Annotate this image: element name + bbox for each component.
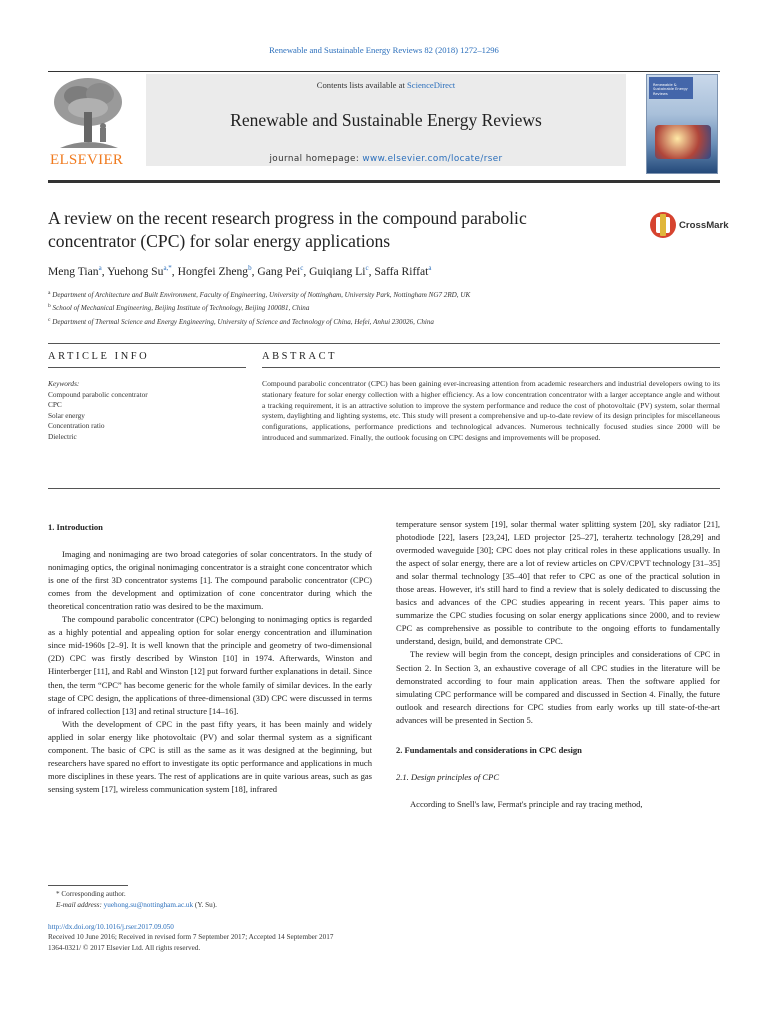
affiliation-text: Department of Thermal Science and Energy Engineering, University of Science and Technology of China, Hefei, Anhui 230026, China [52, 317, 434, 326]
divider [48, 367, 246, 368]
affiliation [48, 288, 708, 301]
section-heading: 2. Fundamentals and considerations in CPC design [396, 744, 582, 755]
contents-line [146, 80, 626, 90]
abstract-heading: ABSTRACT [262, 351, 338, 362]
publisher-name: ELSEVIER [50, 152, 124, 168]
author: Guiqiang Li [309, 265, 366, 278]
body-paragraph: The compound parabolic concentrator (CPC) belonging to nonimaging optics is regarded as a highly potential and appealing option for solar energy concentration and illumination since mid-1960s [2–9]. It is well known that the principle and geometry of two-dimensional (2D) CPC was firstly described by Winston [10] in 1974. Afterwards, Winston and Hinterberger [11], and Rabl and Winston [12] put forward further explanations in detail. Since then, the term “CPC” has become generic for the whole family of similar devices. In the early stage of CPC design, the applications of three-dimensional (3D) CPC were discussed in terms of infrared collection [13] and retinal structure [14–16]. [48, 614, 372, 716]
keyword: Solar energy [48, 410, 85, 420]
affiliation-marker: b [48, 303, 51, 310]
header-rule [48, 180, 720, 183]
author: Gang Pei [257, 265, 301, 278]
homepage-prefix: journal homepage: [269, 154, 363, 164]
divider [262, 367, 720, 368]
author-affil-link[interactable]: a [98, 264, 102, 272]
journal-cover-image[interactable] [646, 74, 718, 174]
author: Yuehong Su [107, 265, 164, 278]
author-affil-link[interactable]: b [248, 264, 252, 272]
footnote-rule [48, 885, 128, 886]
body-paragraph: The review will begin from the concept, design principles and considerations of CPC in Section 2. In Section 3, an exhaustive coverage of all CPC studies in the literature will be demonstrated according to four main application areas. Then the software applied for simulating CPC performance will be compared and discussed in Section 4. Finally, the future outlook and research directions for CPC studies from early works up till state-of-the-art advances will be presented in Section 5. [396, 649, 720, 725]
cover-artwork [655, 125, 711, 159]
divider [48, 488, 720, 489]
subsection-heading: 2.1. Design principles of CPC [396, 771, 500, 782]
author-affil-link[interactable]: a,* [163, 264, 172, 272]
email-link[interactable]: yuehong.su@nottingham.ac.uk [103, 900, 194, 909]
author: Hongfei Zheng [177, 265, 249, 278]
paper-title: A review on the recent research progress in the compound parabolic concentrator (CPC) for solar energy applications [48, 208, 527, 251]
homepage-line [146, 154, 626, 164]
doi-link[interactable]: http://dx.doi.org/10.1016/j.rser.2017.09.050 [48, 923, 174, 931]
left-column [48, 521, 372, 796]
email-suffix: (Y. Su). [193, 900, 217, 909]
author: Meng Tian [48, 265, 99, 278]
affiliation-marker: c [48, 316, 51, 323]
affiliation-text: School of Mechanical Engineering, Beijing Institute of Technology, Beijing 100081, China [52, 304, 310, 313]
author-affil-link[interactable]: c [300, 264, 304, 272]
right-column [396, 518, 720, 811]
journal-banner [146, 74, 626, 166]
keyword: CPC [48, 400, 62, 410]
crossmark-badge[interactable] [650, 212, 729, 242]
received-dates: Received 10 June 2016; Received in revised form 7 September 2017; Accepted 14 September 2017 [48, 933, 334, 942]
author-list: Meng Tian$^a$, Yuehong $Su^{a,*}$, Hongfei Zheng$^b$, Gang Pei$^c$, Guiqiang Li$^c$, Saffa Riffat$^a$ [48, 264, 432, 278]
email-note [48, 900, 448, 911]
email-label: E-mail address: [56, 900, 104, 909]
body-paragraph: temperature sensor system [19], solar thermal water splitting system [20], sky radiator [21], photodiode [22], lasers [23,24], LED projector [25–27], terahertz technology [28,29] and overmoded waveguide [30]; CPC does not play critical roles in these applications usually. In the aspect of solar energy, there are a lot of review articles on CPV/CPVT technology [31–35] and solar thermal technology [35–40] that refer to CPC as one of the practical solution in those areas. However, it's still hard to find a review that is solely dedicated to discussing the basics and advances of the CPC studies appearing in recent years. This paper aims to summarize the CPC studies focusing on solar energy applications since 2000, and to review CPC as comprehensive as possible to contribute to the ongoing efforts to fundamentally understand, design, build, and demonstrate CPC. [396, 519, 720, 647]
body-paragraph: Imaging and nonimaging are two broad categories of solar concentrators. In the study of nonimaging optics, the original nonimaging concentrator is a straight cone concentrator which is one of the first 3D concentrator systems [1]. The compound parabolic concentrator (CPC) comes from the development and optimization of cone concentrator during which the theoretical concentration ratio was desired to be the maximum. [48, 549, 372, 612]
elsevier-tree-logo [48, 72, 128, 176]
issn-copyright: 1364-0321/ © 2017 Elsevier Ltd. All rights reserved. [48, 943, 201, 952]
sciencedirect-link[interactable]: ScienceDirect [407, 80, 456, 90]
abstract-text: Compound parabolic concentrator (CPC) has been gaining ever-increasing attention from academic researchers and industrial developers owing to its stationary feature for solar energy collection with a higher efficiency. As a low concentration concentrator with a larger acceptance angle and without a tracking requirement, it is an attractive solution to improve the system performance and reduce the cost of photovoltaic (PV) system, solar thermal system, daylighting and lighting systems, etc. This study will present a comprehensive and up-to-date review of its design principles for miscellaneous configurations, applications, performance predictions and technological advances. Numerous technically focused studies since 2000 will be introduced and summarized. Finally, the outlook focusing on CPC designs and improvements will be proposed. [262, 379, 720, 442]
keywords-block [48, 379, 248, 443]
keyword: Compound parabolic concentrator [48, 389, 148, 399]
keywords-label: Keywords: [48, 379, 80, 388]
article-info-heading: ARTICLE INFO [48, 351, 150, 362]
journal-reference[interactable]: Renewable and Sustainable Energy Reviews 82 (2018) 1272–1296 [269, 45, 499, 55]
article-meta [48, 922, 548, 953]
body-paragraph: According to Snell's law, Fermat's principle and ray tracing method, [410, 798, 643, 809]
author-affil-link[interactable]: c [365, 264, 369, 272]
affiliation [48, 301, 708, 314]
body-paragraph: With the development of CPC in the past fifty years, it has been mainly and widely applied in solar energy like photovoltaic (PV) and solar thermal system as a significant component. The basic of CPC is still as the same as it was designed at the beginning, but researchers have spared no effort to investigate its optic performance and applications in much more disciplines in these years. The rest of applications are in quite various areas, such as gas sensing system [17], wireless communication system [18], infrared [48, 718, 372, 794]
section-heading: 1. Introduction [48, 522, 103, 532]
keyword: Dielectric [48, 431, 77, 441]
homepage-link[interactable]: www.elsevier.com/locate/rser [362, 154, 503, 164]
crossmark-icon [650, 212, 676, 238]
affiliation-marker: a [48, 290, 51, 296]
keyword: Concentration ratio [48, 421, 105, 431]
author: Saffa Riffat [374, 265, 429, 278]
contents-prefix: Contents lists available at [316, 80, 407, 90]
journal-title: Renewable and Sustainable Energy Reviews [230, 110, 542, 130]
author-affil-link[interactable]: a [428, 264, 432, 272]
affiliation-text: Department of Architecture and Built Environment, Faculty of Engineering, University of Nottingham, University Park, Nottingham NG7 2RD, UK [52, 291, 471, 299]
divider [48, 343, 720, 344]
footnotes [48, 889, 448, 910]
affiliation [48, 315, 708, 328]
corresponding-note: * Corresponding author. [56, 890, 126, 898]
crossmark-label: CrossMark [679, 220, 729, 231]
cover-title: Renewable & Sustainable Energy Reviews [653, 83, 688, 96]
affiliations [48, 288, 708, 328]
journal-header [48, 71, 720, 183]
